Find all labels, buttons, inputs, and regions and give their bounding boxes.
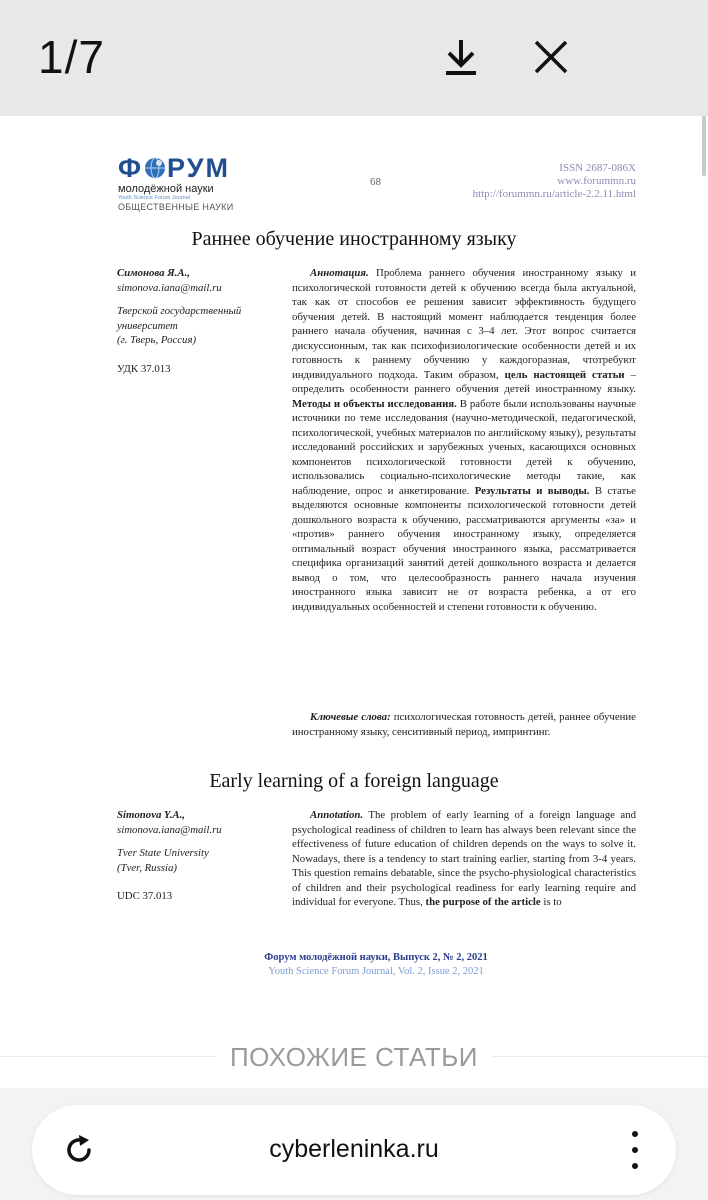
abstract-text: В статье выделяются основные компоненты психологической готовности детей дошкольного возраста к обучению, рассматриваются аргументы «за» и «против» раннего обучения иностранному языку, определяется оптимальный возраст обучения иностранного языка, рассматривается специфика организаций занятий детей дошкольного возраста и делается вывод о том, что целесообразность раннего начала изучения иностранного языка зависит не от возраста ребенка, а от его индивидуальных особенностей и степени готовности к обучению. xyxy=(292,484,636,613)
similar-articles-label: ПОХОЖИЕ СТАТЬИ xyxy=(216,1042,492,1072)
author-block-ru xyxy=(117,266,277,376)
logo-subtitle: молодёжной науки xyxy=(118,183,214,195)
download-icon xyxy=(444,37,478,77)
affiliation xyxy=(117,846,277,875)
more-vertical-icon xyxy=(632,1163,638,1169)
abstract-text: – определить особенности раннего обучения детей иностранному языку. xyxy=(292,368,636,395)
journal-footer: Форум молодёжной науки, Выпуск 2, № 2, 2021 xyxy=(264,952,488,963)
affiliation-line: Tver State University xyxy=(117,847,209,859)
issn: ISSN 2687-086X xyxy=(559,162,636,174)
journal-meta xyxy=(473,162,636,201)
journal-footer-en: Youth Science Forum Journal, Vol. 2, Issue 2, 2021 xyxy=(268,966,484,977)
author-email: simonova.iana@mail.ru xyxy=(117,823,222,836)
logo-subtitle-en: Youth Science Forum Journal xyxy=(118,195,190,201)
results-label: Результаты и выводы. xyxy=(474,484,590,497)
logo-section: ОБЩЕСТВЕННЫЕ НАУКИ xyxy=(118,202,234,212)
journal-logo xyxy=(118,154,258,213)
abstract-text: is to xyxy=(540,896,562,908)
more-vertical-icon xyxy=(632,1131,638,1137)
close-button[interactable] xyxy=(524,30,578,84)
affiliation xyxy=(117,304,277,348)
url-text[interactable]: cyberleninka.ru xyxy=(269,1135,439,1163)
abstract-label: Аннотация. xyxy=(310,267,369,279)
title-ru: Раннее обучение иностранному языку xyxy=(191,228,517,250)
close-icon xyxy=(533,39,569,75)
abstract-ru xyxy=(292,266,636,614)
logo-text-right: РУМ xyxy=(167,153,230,183)
more-menu-button[interactable] xyxy=(620,1127,650,1173)
more-vertical-icon xyxy=(632,1147,638,1153)
author-name: Simonova Y.A., xyxy=(117,809,185,821)
affiliation-line: (Tver, Russia) xyxy=(117,861,177,874)
scrollbar-thumb[interactable] xyxy=(702,116,706,176)
journal-site: www.forummn.ru xyxy=(557,175,636,187)
abstract-text: В работе были использованы научные источники по теме исследования (научно-методической, педагогической, психологической, учебных материалов по английскому языку), результаты исследований российских и зарубежных ученых, касающихся основных компонентов психологической готовности детей к обучению, использовались социально-психологические методы такие, как наблюдение, опрос и анкетирование. xyxy=(292,397,636,497)
download-button[interactable] xyxy=(434,30,488,84)
viewer-toolbar xyxy=(0,0,708,116)
methods-label: Методы и объекты исследования. xyxy=(292,397,457,410)
pdf-page[interactable] xyxy=(0,116,708,1034)
address-bar[interactable] xyxy=(32,1105,676,1195)
keywords-label: Ключевые слова: xyxy=(310,711,391,723)
author-email: simonova.iana@mail.ru xyxy=(117,281,222,294)
keywords-ru xyxy=(292,710,636,739)
author-name: Симонова Я.А., xyxy=(117,267,190,279)
abstract-text: The problem of early learning of a foreign language and psychological readiness of children to learn has always been relevant since the effectiveness of future education of children depends on the ways to solve it. Nowadays, there is a tendency to start training earlier, starting from 3-4 years. This question remains debatable, since the psycho-physiological characteristics of children and their psychological readiness for early learning require and individual for everyone. Thus, xyxy=(292,809,636,908)
keywords-text: психологическая готовность детей, раннее обучение иностранному языку, сенситивный период, импринтинг. xyxy=(292,711,636,738)
author-block-en xyxy=(117,808,277,904)
globe-icon xyxy=(144,157,166,179)
goal-label: цель настоящей статьи xyxy=(504,368,625,381)
affiliation-line: (г. Тверь, Россия) xyxy=(117,334,197,346)
logo-text-left: Ф xyxy=(118,153,144,183)
abstract-en xyxy=(292,808,636,910)
affiliation-line: Тверской государственный xyxy=(117,305,242,317)
affiliation-line: университет xyxy=(117,319,178,332)
title-en: Early learning of a foreign language xyxy=(209,770,499,792)
article-url: http://forummn.ru/article-2.2.11.html xyxy=(472,188,636,200)
udc-code: УДК 37.013 xyxy=(117,362,171,375)
udc-code: UDC 37.013 xyxy=(117,890,173,902)
similar-articles-heading xyxy=(0,1042,708,1073)
abstract-text: Проблема раннего обучения иностранному языку и психологической готовности детей к обучению всегда была актуальной, так как от способов ее решения зависит эффективность будущего обучения детей. В настоящий момент наблюдается тенденция более раннего начала обучения, начиная с 3–4 лет. Этот вопрос считается дискуссионным, так как психофизиологические особенности детей и их готовность к раннему обучению у каждогоразная, чтотребуют индивидуального подхода. Таким образом, xyxy=(292,267,636,381)
abstract-label: Annotation. xyxy=(310,809,364,821)
page-counter: 1/7 xyxy=(38,31,105,83)
page-number: 68 xyxy=(370,176,381,188)
purpose-label: the purpose of the article xyxy=(425,896,541,908)
